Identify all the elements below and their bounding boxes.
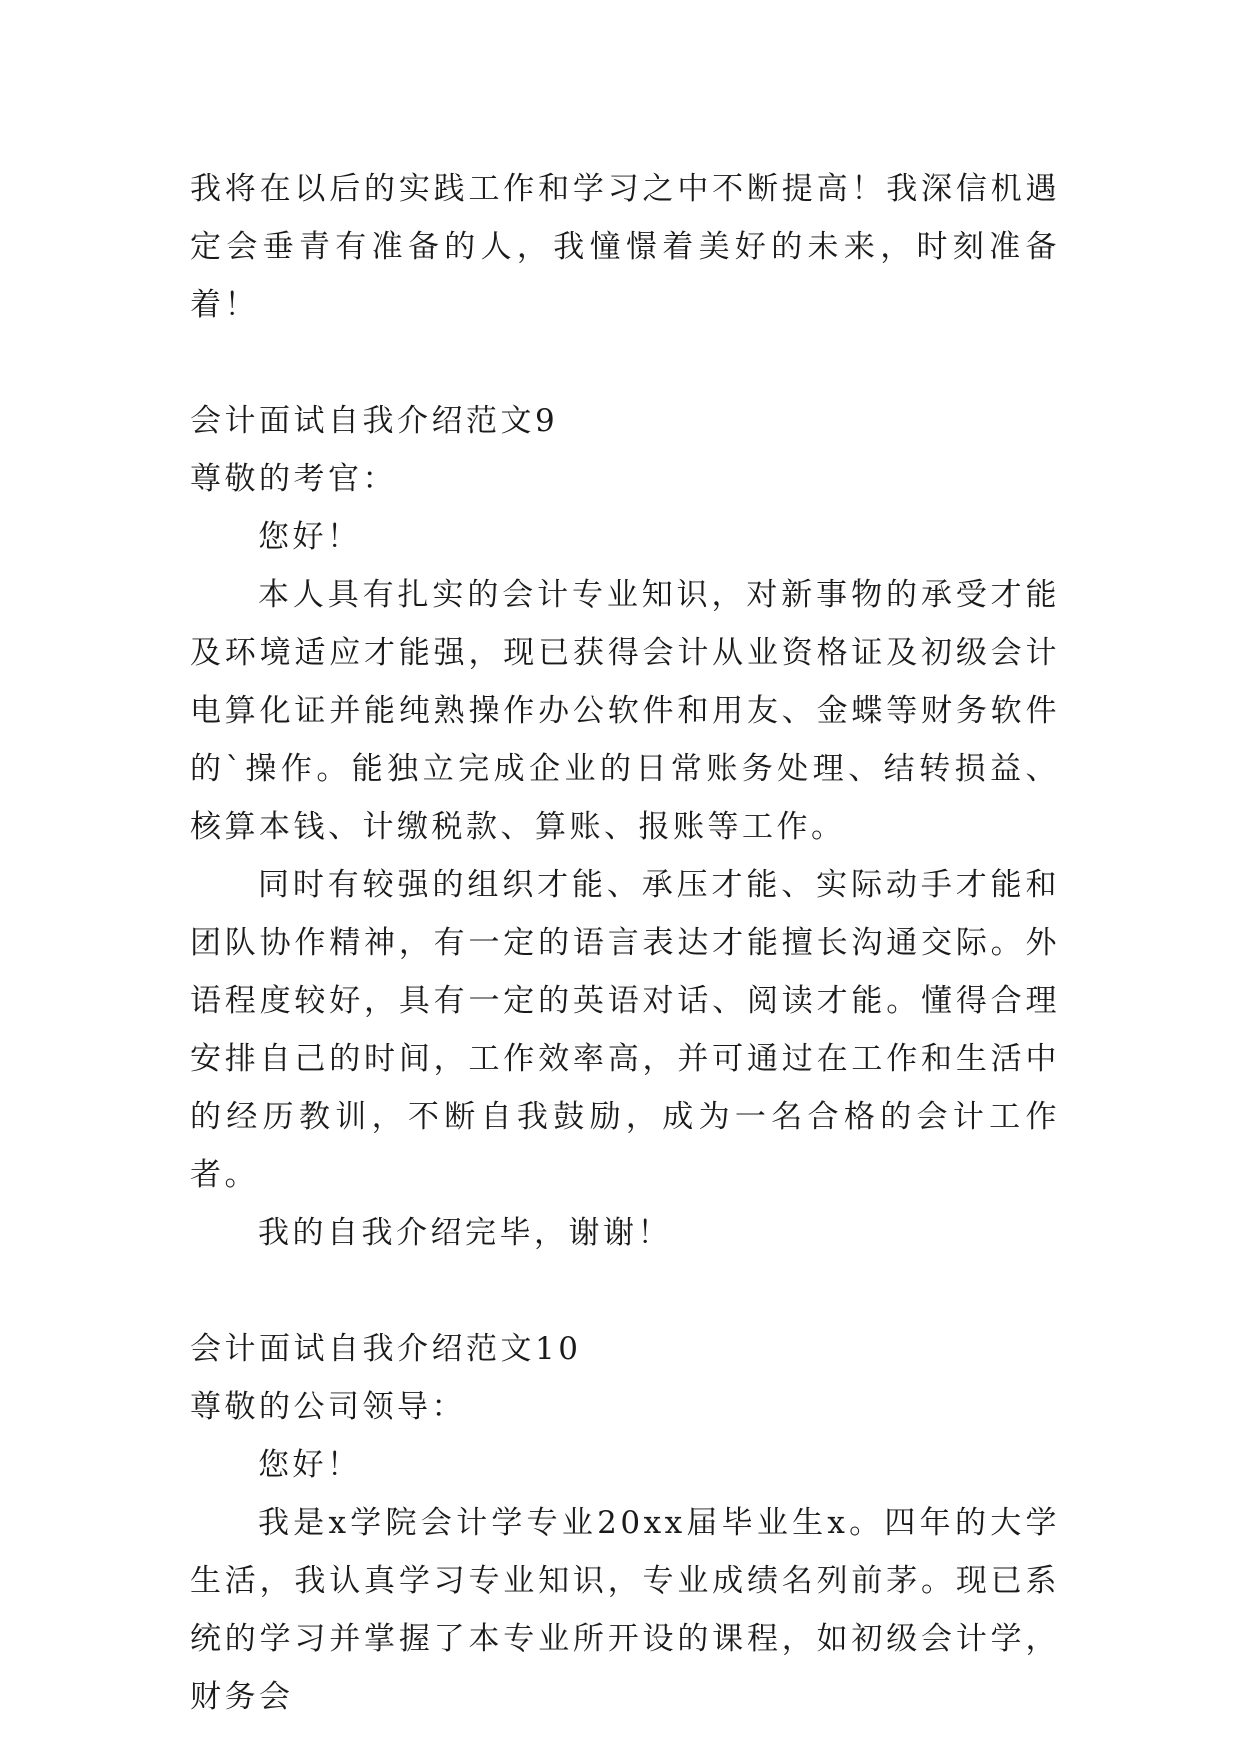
intro-paragraph: 我将在以后的实践工作和学习之中不断提高！我深信机遇定会垂青有准备的人，我憧憬着美好的未来，时刻准备着！: [190, 171, 1060, 323]
section-10-paragraph: 我是x学院会计学专业20xx届毕业生x。四年的大学生活，我认真学习专业知识，专业成绩名列前茅。现已系统的学习并掌握了本专业所开设的课程，如初级会计学，财务会: [190, 1505, 1060, 1715]
section-9-title: 会计面试自我介绍范文9: [190, 403, 559, 439]
section-9-greeting: 您好！: [258, 519, 362, 555]
section-10-greeting: 您好！: [258, 1447, 362, 1483]
section-9-salutation: 尊敬的考官：: [190, 461, 397, 497]
section-spacer: [190, 334, 1060, 392]
section-9-closing: 我的自我介绍完毕，谢谢！: [258, 1215, 672, 1251]
section-9-paragraph: 同时有较强的组织才能、承压才能、实际动手才能和团队协作精神，有一定的语言表达才能擅长沟通交际。外语程度较好，具有一定的英语对话、阅读才能。懂得合理安排自己的时间，工作效率高，并可通过在工作和生活中的经历教训，不断自我鼓励，成为一名合格的会计工作者。: [190, 867, 1060, 1193]
section-10-title: 会计面试自我介绍范文10: [190, 1331, 582, 1367]
section-9-paragraph: 本人具有扎实的会计专业知识，对新事物的承受才能及环境适应才能强，现已获得会计从业资格证及初级会计电算化证并能纯熟操作办公软件和用友、金蝶等财务软件的`操作。能独立完成企业的日常账务处理、结转损益、核算本钱、计缴税款、算账、报账等工作。: [190, 577, 1060, 845]
section-spacer: [190, 1262, 1060, 1320]
section-10-salutation: 尊敬的公司领导：: [190, 1389, 466, 1425]
document-body: [190, 160, 1060, 1726]
